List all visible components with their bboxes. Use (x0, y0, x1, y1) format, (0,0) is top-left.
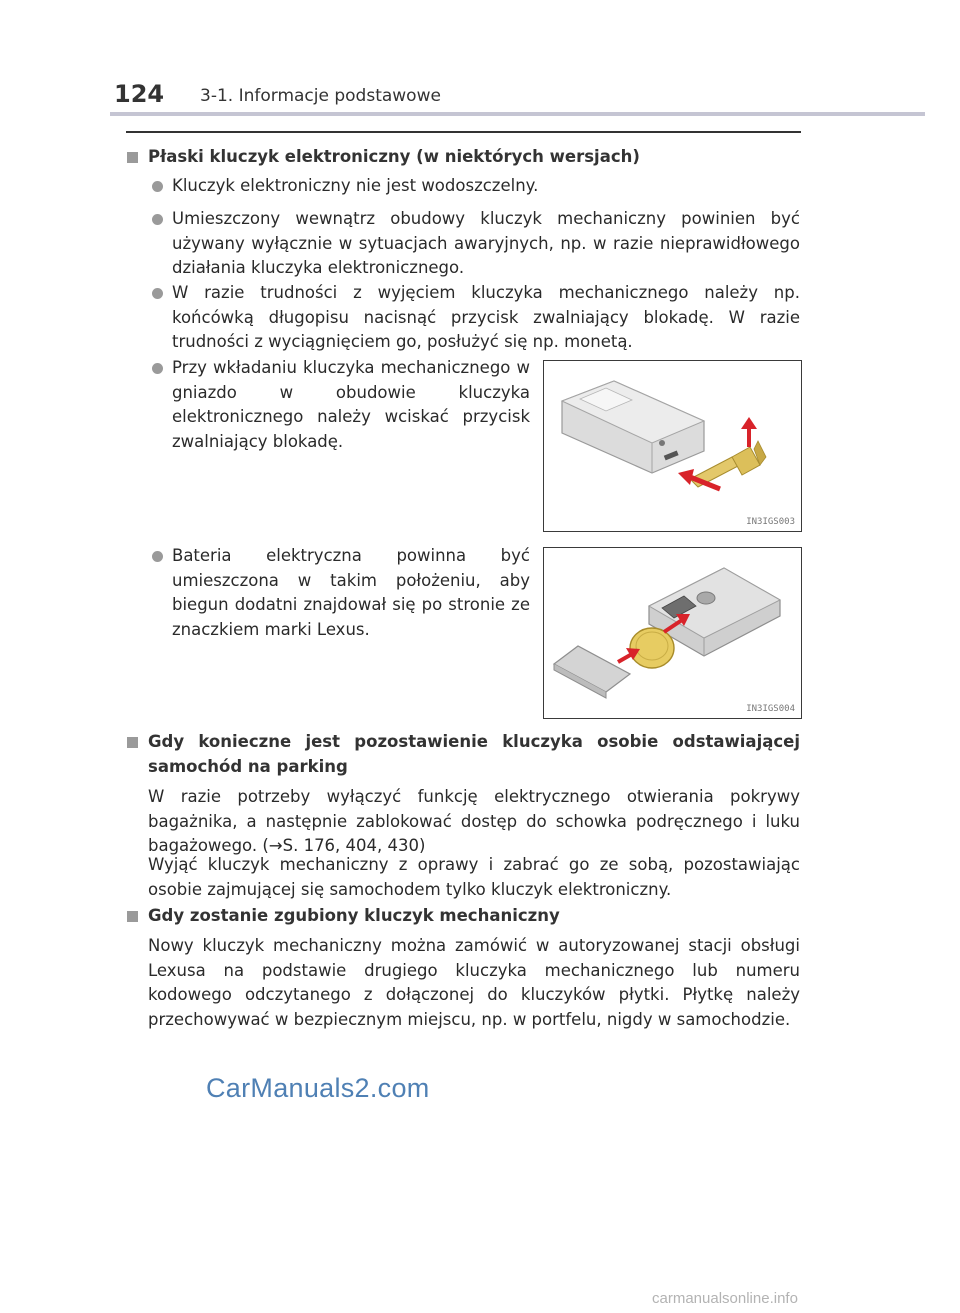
paragraph-valet-1: W razie potrzeby wyłączyć funkcję elektrycznego otwierania pokrywy bagażnika, a następnie zablokować dostęp do schowka podręcznego i luku bagażowego. (→S. 176, 404, 430) (148, 787, 800, 855)
bullet-insert-key: Przy wkładaniu kluczyka mechanicznego w gniazdo w obudowie kluczyka elektronicznego należy wciskać przycisk zwalniający blokadę. (172, 358, 530, 451)
section-title: 3-1. Informacje podstawowe (200, 86, 441, 106)
figure-code: IN3IGS003 (746, 517, 795, 527)
square-bullet-icon (127, 911, 138, 922)
page-header (0, 0, 960, 120)
section-heading-flat-key: Płaski kluczyk elektroniczny (w niektórych wersjach) (148, 147, 640, 166)
page-number: 124 (114, 80, 165, 108)
key-card-illustration (544, 361, 801, 531)
watermark-carmanualsonline: carmanualsonline.info (652, 1290, 798, 1307)
paragraph-valet-2: Wyjąć kluczyk mechaniczny z oprawy i zabrać go ze sobą, pozostawiając osobie zajmującej się samochodem tylko kluczyk elektroniczny. (148, 855, 800, 899)
bullet-battery-orientation: Bateria elektryczna powinna być umieszczona w takim położeniu, aby biegun dodatni znajdował się po stronie ze znaczkiem marki Lexus. (172, 546, 530, 639)
circle-bullet-icon (152, 288, 163, 299)
bullet-waterproof: Kluczyk elektroniczny nie jest wodoszczelny. (172, 176, 539, 195)
header-rule (110, 112, 925, 116)
figure-battery-placement (543, 547, 802, 719)
bullet-removal-difficulty: W razie trudności z wyjęciem kluczyka mechanicznego należy np. końcówką długopisu nacisnąć przycisk zwalniający blokadę. W razie trudności z wyciągnięciem go, posłużyć się np. monetą. (172, 283, 800, 351)
paragraph-lost-key: Nowy kluczyk mechaniczny można zamówić w autoryzowanej stacji obsługi Lexusa na podstawie drugiego kluczyka mechanicznego lub numeru kodowego odczytanego z dołączonej do kluczyków płytki. Płytkę należy przechowywać w bezpiecznym miejscu, np. w portfelu, nigdy w samochodzie. (148, 936, 800, 1029)
section-heading-valet: Gdy konieczne jest pozostawienie kluczyka osobie odstawiającej samochód na parking (148, 732, 800, 776)
circle-bullet-icon (152, 214, 163, 225)
circle-bullet-icon (152, 181, 163, 192)
section-divider (126, 131, 801, 133)
bullet-mechanical-key-emergency: Umieszczony wewnątrz obudowy kluczyk mechaniczny powinien być używany wyłącznie w sytuacjach awaryjnych, np. w razie nieprawidłowego działania kluczyka elektronicznego. (172, 209, 800, 277)
section-heading-lost-key: Gdy zostanie zgubiony kluczyk mechaniczny (148, 906, 560, 925)
figure-insert-mechanical-key (543, 360, 802, 532)
battery-illustration (544, 548, 801, 718)
watermark-carmanuals: CarManuals2.com (206, 1073, 430, 1103)
figure-code: IN3IGS004 (746, 704, 795, 714)
circle-bullet-icon (152, 363, 163, 374)
square-bullet-icon (127, 737, 138, 748)
circle-bullet-icon (152, 551, 163, 562)
square-bullet-icon (127, 152, 138, 163)
